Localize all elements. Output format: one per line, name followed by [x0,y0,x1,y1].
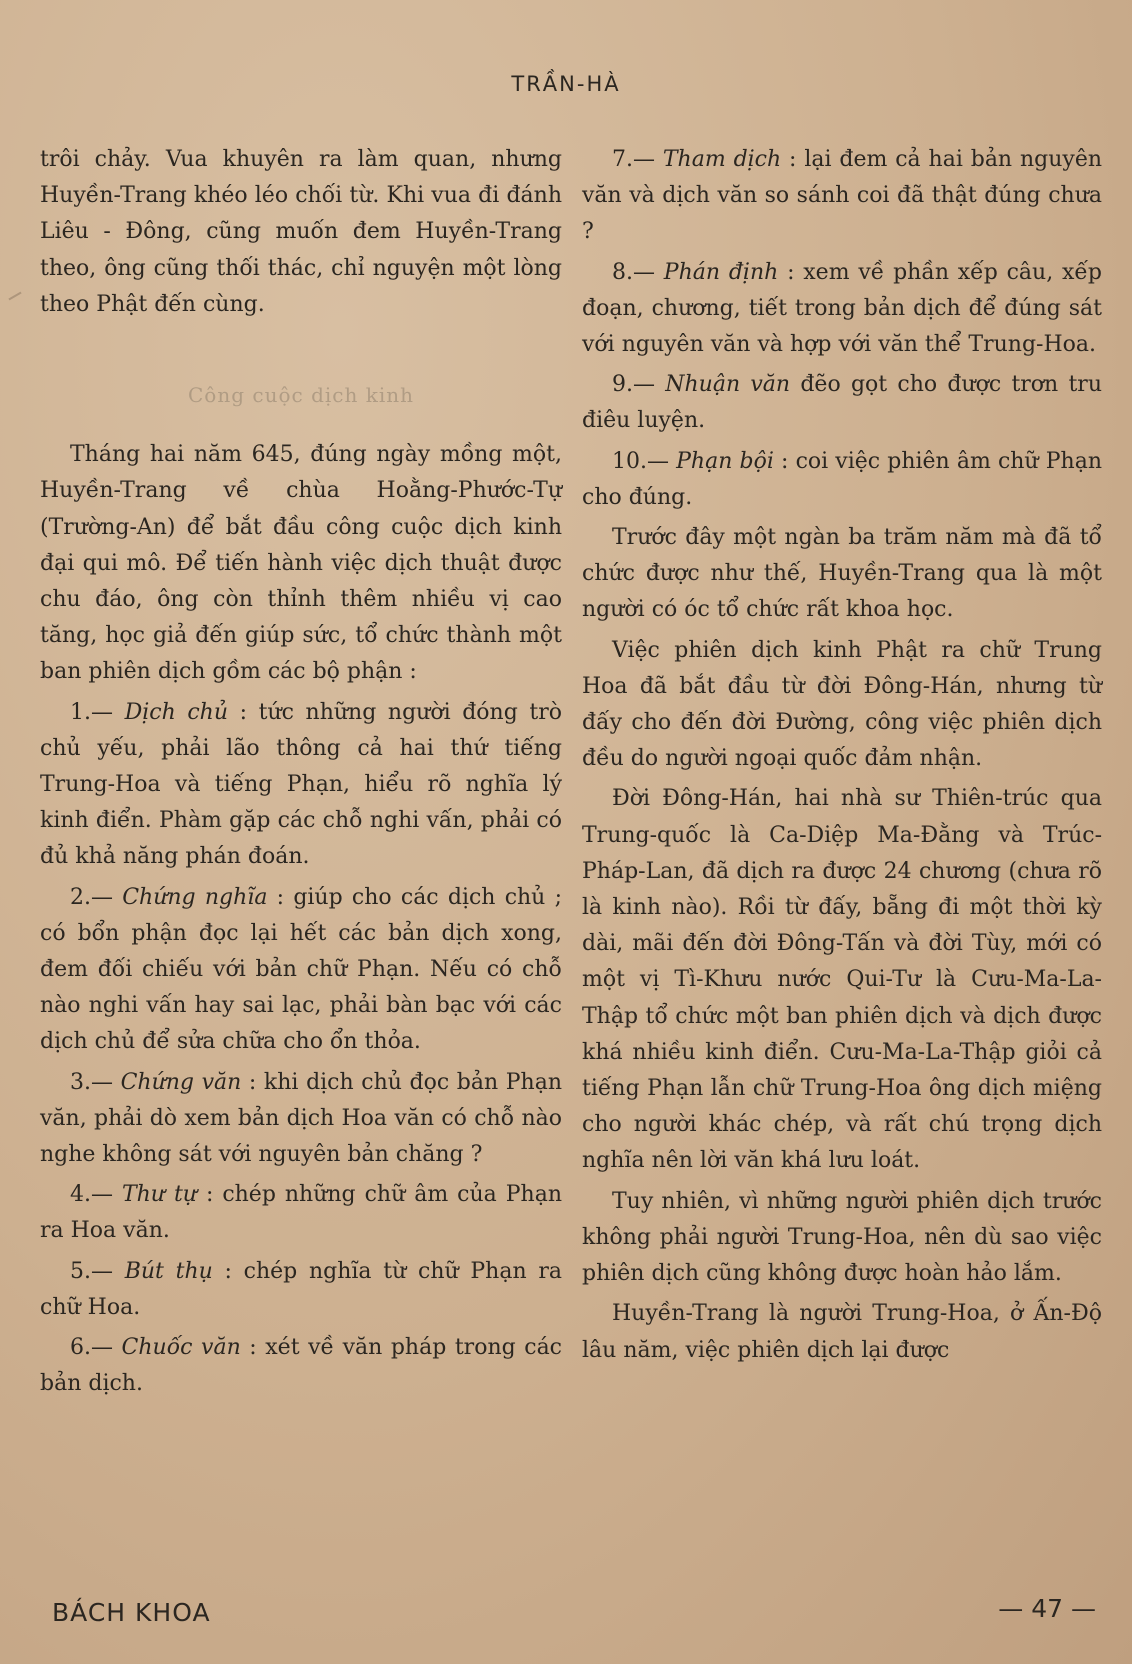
list-item: 6.— Chuốc văn : xét về văn pháp trong các bản dịch. [40,1335,563,1397]
left-column [40,142,562,1407]
list-item: 8.— Phán định : xem về phần xếp câu, xếp đoạn, chương, tiết trong bản dịch để đúng sát với nguyên văn và hợp với văn thể Trung-Hoa. [582,259,1102,358]
paragraph: Huyền-Trang là người Trung-Hoa, ở Ấn-Độ lâu năm, việc phiên dịch lại được [582,1301,1102,1363]
intro-paragraph: trôi chảy. Vua khuyên ra làm quan, nhưng Huyền-Trang khéo léo chối từ. Khi vua đi đánh Liêu - Đông, cũng muốn đem Huyền-Trang theo, ông cũng thối thác, chỉ nguyện một lòng theo Phật đến cùng. [40,147,562,317]
paragraph: Tháng hai năm 645, đúng ngày mồng một, Huyền-Trang về chùa Hoằng-Phước-Tự (Trường-An) để bắt đầu công cuộc dịch kinh đại qui mô. Để tiến hành việc dịch thuật được chu đáo, ông còn thỉnh thêm nhiều vị cao tăng, học giả đến giúp sức, tổ chức thành một ban phiên dịch gồm các bộ phận : [40,442,562,685]
paragraph: Đời Đông-Hán, hai nhà sư Thiên-trúc qua Trung-quốc là Ca-Diệp Ma-Đằng và Trúc-Pháp-Lan, đã dịch ra được 24 chương (chưa rõ là kinh nào). Rồi từ đấy, bẵng đi một thời kỳ dài, mãi đến đời Đông-Tấn và đời Tùy, mới có một vị Tì-Khưu nước Qui-Tư là Cưu-Ma-La-Thập tổ chức một ban phiên dịch và dịch được khá nhiều kinh điển. Cưu-Ma-La-Thập giỏi cả tiếng Phạn lẫn chữ Trung-Hoa ông dịch miệng cho người khác chép, và rất chú trọng dịch nghĩa nên lời văn khá lưu loát. [582,786,1102,1174]
right-column [582,142,1102,1373]
list-item: 9.— Nhuận văn đẽo gọt cho được trơn tru điêu luyện. [582,372,1102,434]
list-item: 3.— Chứng văn : khi dịch chủ đọc bản Phạn văn, phải dò xem bản dịch Hoa văn có chỗ nào nghe không sát với nguyên bản chăng ? [40,1069,562,1168]
list-item: 5.— Bút thụ : chép nghĩa từ chữ Phạn ra chữ Hoa. [40,1258,562,1320]
list-item: 2.— Chứng nghĩa : giúp cho các dịch chủ ; có bổn phận đọc lại hết các bản dịch xong, đem đối chiếu với bản chữ Phạn. Nếu có chỗ nào nghi vấn hay sai lạc, phải bàn bạc với các dịch chủ để sửa chữa cho ổn thỏa. [40,884,562,1055]
paragraph: Trước đây một ngàn ba trăm năm mà đã tổ chức được như thế, Huyền-Trang qua là một người có óc tổ chức rất khoa học. [582,525,1102,623]
page-number: — 47 — [998,1594,1096,1623]
section-heading: Công cuộc dịch kinh [188,383,414,408]
paragraph: Tuy nhiên, vì những người phiên dịch trước không phải người Trung-Hoa, nên dù sao việc phiên dịch cũng không được hoàn hảo lắm. [582,1188,1102,1287]
magazine-title: BÁCH KHOA [52,1598,211,1627]
list-item: 7.— Tham dịch : lại đem cả hai bản nguyên văn và dịch văn so sánh coi đã thật đúng chưa ? [582,147,1103,245]
paragraph: Việc phiên dịch kinh Phật ra chữ Trung Hoa đã bắt đầu từ đời Đông-Hán, nhưng từ đấy cho đến đời Đường, công việc phiên dịch đều do người ngoại quốc đảm nhận. [582,637,1102,772]
running-header: TRẦN-HÀ [511,72,621,96]
list-item: 1.— Dịch chủ : tức những người đóng trò chủ yếu, phải lão thông cả hai thứ tiếng Trung-Hoa và tiếng Phạn, hiểu rõ nghĩa lý kinh điển. Phàm gặp các chỗ nghi vấn, phải có đủ khả năng phán đoán. [40,699,562,870]
page-mark [8,292,21,301]
list-item: 10.— Phạn bội : coi việc phiên âm chữ Phạn cho đúng. [582,448,1102,510]
list-item: 4.— Thư tự : chép những chữ âm của Phạn ra Hoa văn. [40,1182,563,1244]
